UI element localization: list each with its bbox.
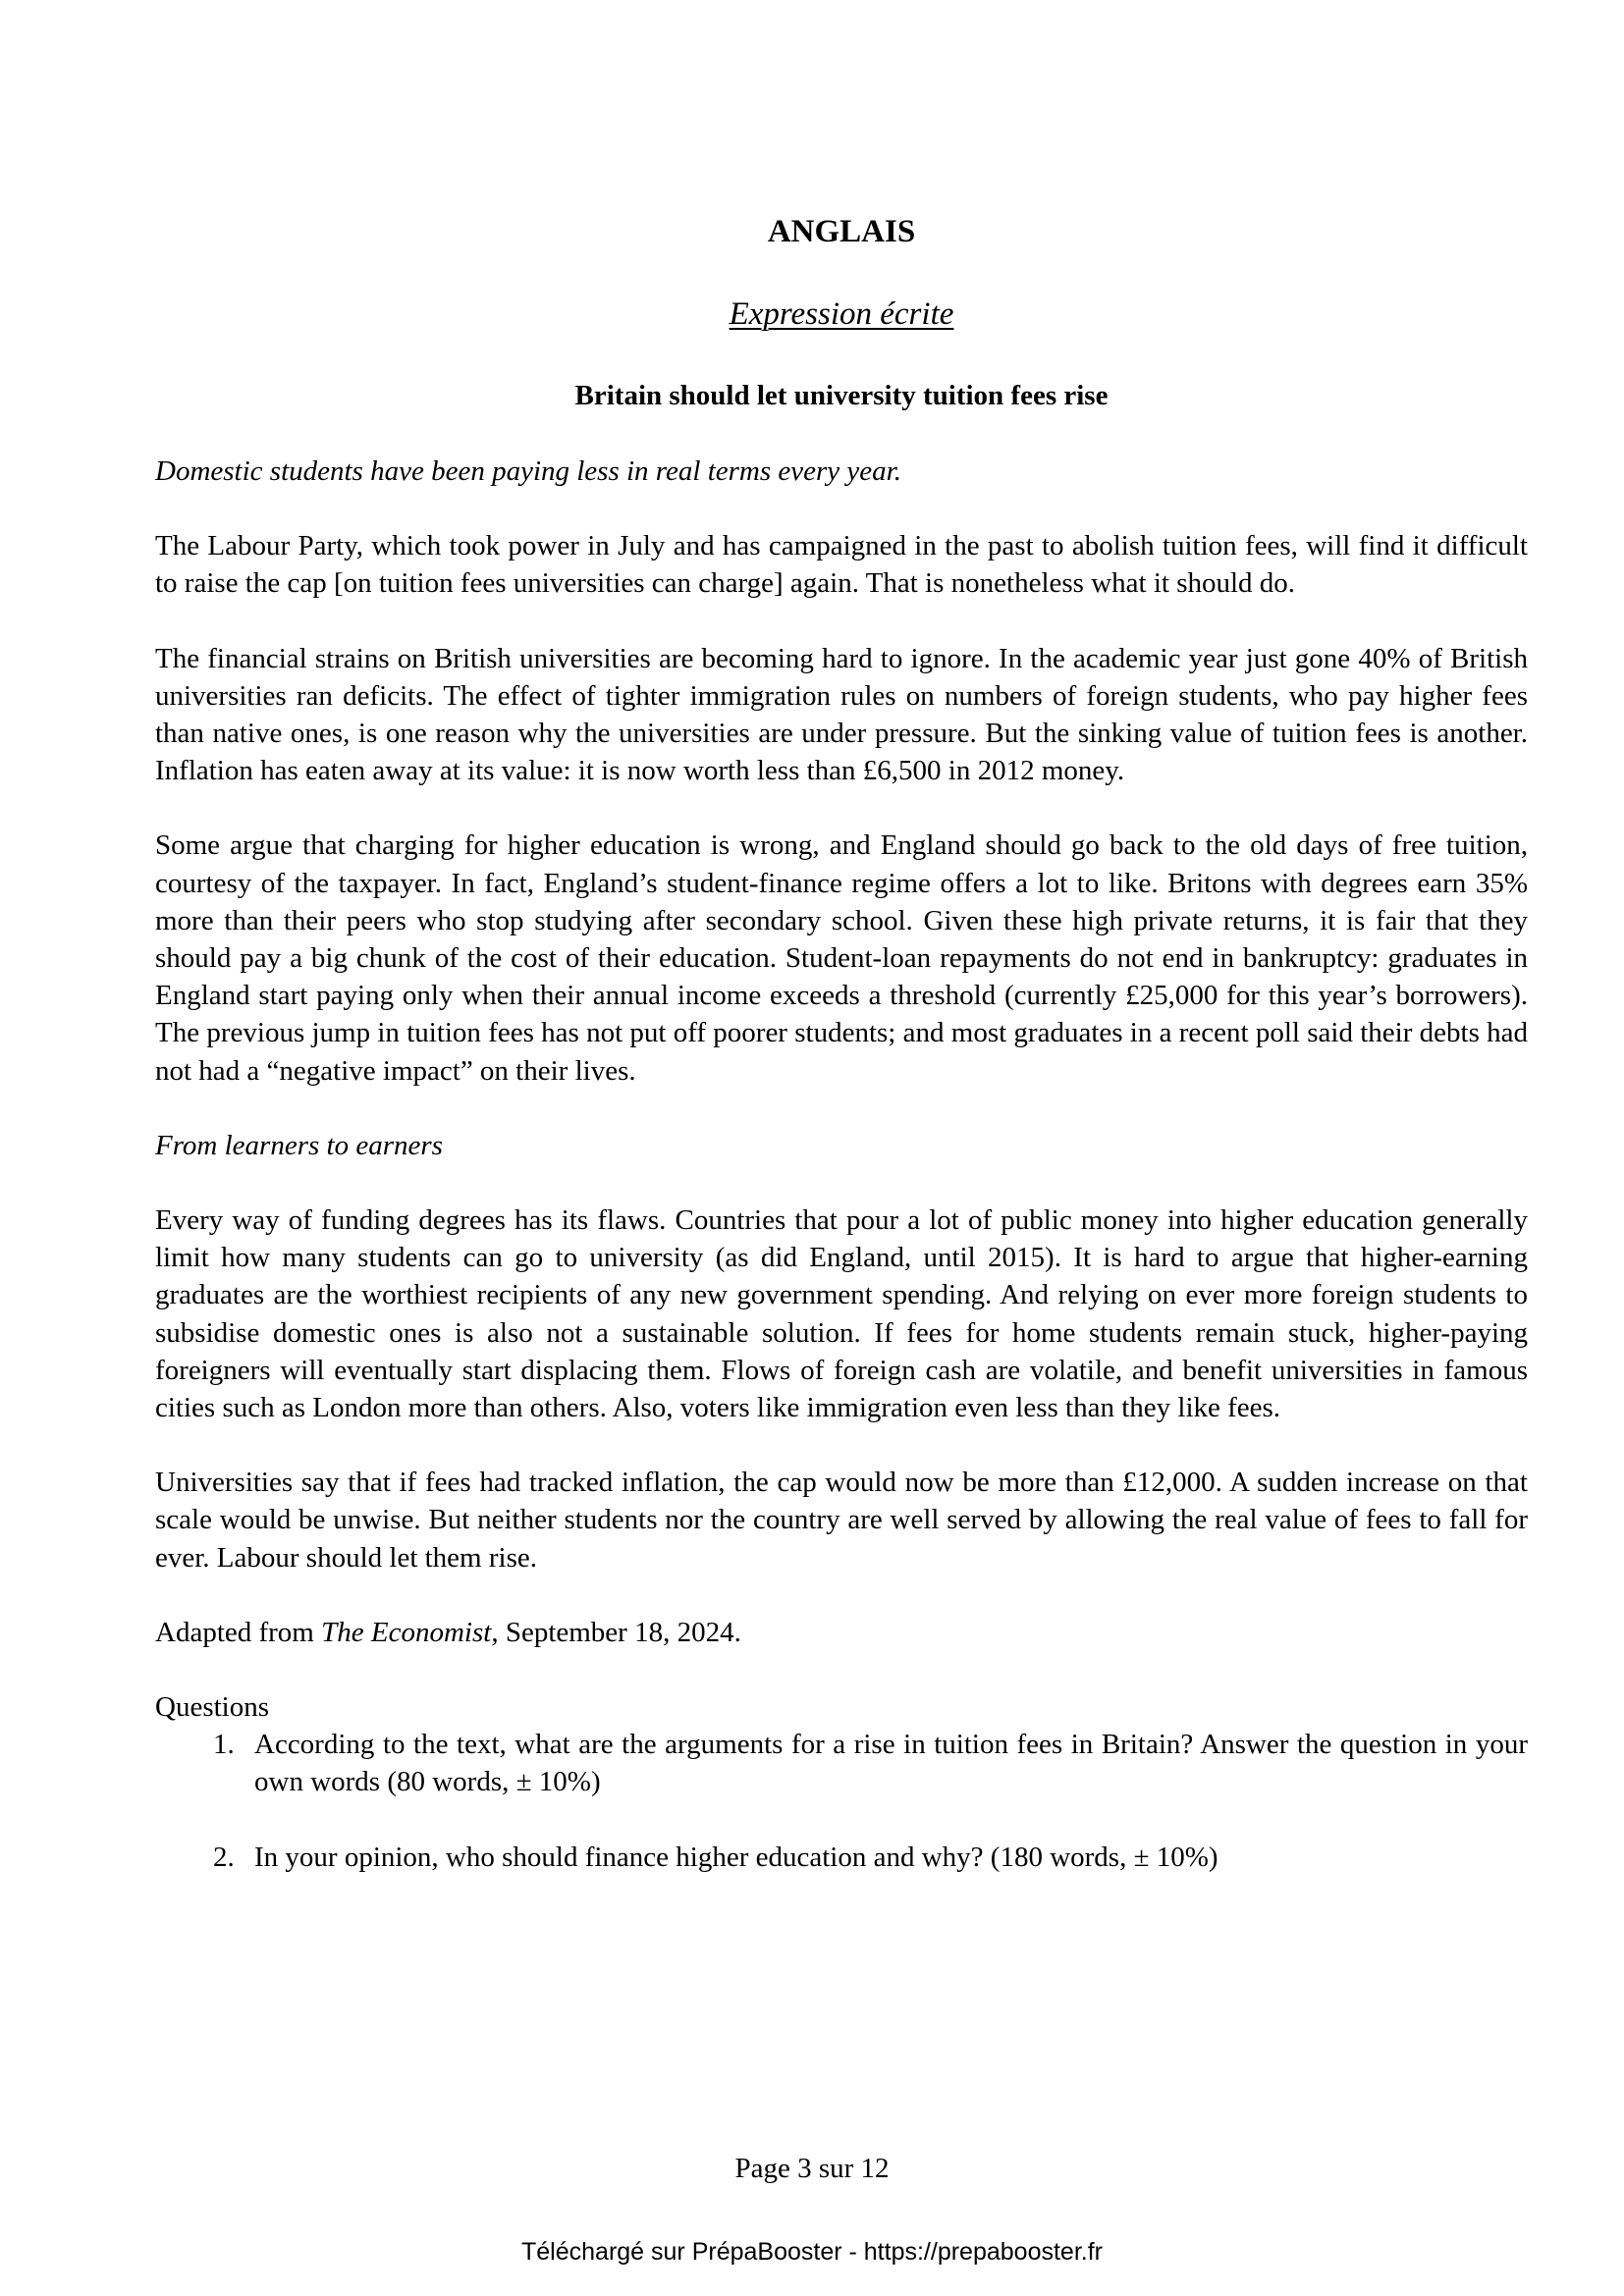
question-number: 2. (213, 1841, 235, 1873)
article-standfirst: Domestic students have been paying less in real terms every year. (155, 455, 901, 487)
paragraph: Every way of funding degrees has its flaws. Countries that pour a lot of public money into higher education generally limit how many students can go to university (as did England, until 2015). It is hard to argue that higher-earning graduates are the worthiest recipients of any new government spending. And relying on ever more foreign students to subsidise domestic ones is also not a sustainable solution. If fees for home students remain stuck, higher-paying foreigners will eventually start displacing them. Flows of foreign cash are volatile, and benefit universities in famous cities such as London more than others. Also, voters like immigration even less than they like fees. (155, 1204, 1528, 1424)
paragraph: Universities say that if fees had tracked inflation, the cap would now be more than £12,000. A sudden increase on that scale would be unwise. But neither students nor the country are well served by allowing the real value of fees to fall for ever. Labour should let them rise. (155, 1467, 1528, 1574)
source-citation (155, 1614, 1528, 1651)
article-body (155, 453, 1528, 1876)
subject-title: ANGLAIS (767, 214, 916, 249)
source-suffix: , September 18, 2024. (491, 1616, 741, 1648)
question-item (155, 1726, 1528, 1800)
download-footer: Téléchargé sur PrépaBooster - https://prepabooster.fr (521, 2238, 1103, 2266)
paragraph: Some argue that charging for higher education is wrong, and England should go back to the old days of free tuition, courtesy of the taxpayer. In fact, England’s student-finance regime offers a lot to like. Britons with degrees earn 35% more than their peers who stop studying after secondary school. Given these high private returns, it is fair that they should pay a big chunk of the cost of their education. Student-loan repayments do not end in bankruptcy: graduates in England start paying only when their annual income exceeds a threshold (currently £25,000 for this year’s borrowers). The previous jump in tuition fees has not put off poorer students; and most graduates in a recent poll said their debts had not had a “negative impact” on their lives. (155, 829, 1528, 1087)
questions-list (155, 1726, 1528, 1876)
question-number: 1. (213, 1729, 235, 1761)
section-title (155, 294, 1528, 334)
paragraph: The Labour Party, which took power in July and has campaigned in the past to abolish tuition fees, will find it difficult to raise the cap [on tuition fees universities can charge] again. That is nonetheless what it should do. (155, 530, 1528, 600)
paragraph: The financial strains on British universities are becoming hard to ignore. In the academic year just gone 40% of British universities ran deficits. The effect of tighter immigration rules on numbers of foreign students, who pay higher fees than native ones, is one reason why the universities are under pressure. But the sinking value of tuition fees is another. Inflation has eaten away at its value: it is now worth less than £6,500 in 2012 money. (155, 642, 1528, 787)
questions-label: Questions (155, 1691, 269, 1724)
page-number: Page 3 sur 12 (734, 2153, 890, 2184)
question-text: In your opinion, who should finance higher education and why? (180 words, ± 10%) (254, 1841, 1218, 1873)
question-item (155, 1839, 1528, 1876)
section-subheading: From learners to earners (155, 1129, 443, 1161)
section-title-text: Expression écrite (729, 296, 954, 332)
source-publication: The Economist (321, 1616, 492, 1648)
source-prefix: Adapted from (155, 1616, 322, 1648)
article-headline: Britain should let university tuition fees rise (574, 380, 1109, 411)
question-text: According to the text, what are the arguments for a rise in tuition fees in Britain? Answer the question in your own words (80 words, ± 10%) (254, 1729, 1528, 1798)
